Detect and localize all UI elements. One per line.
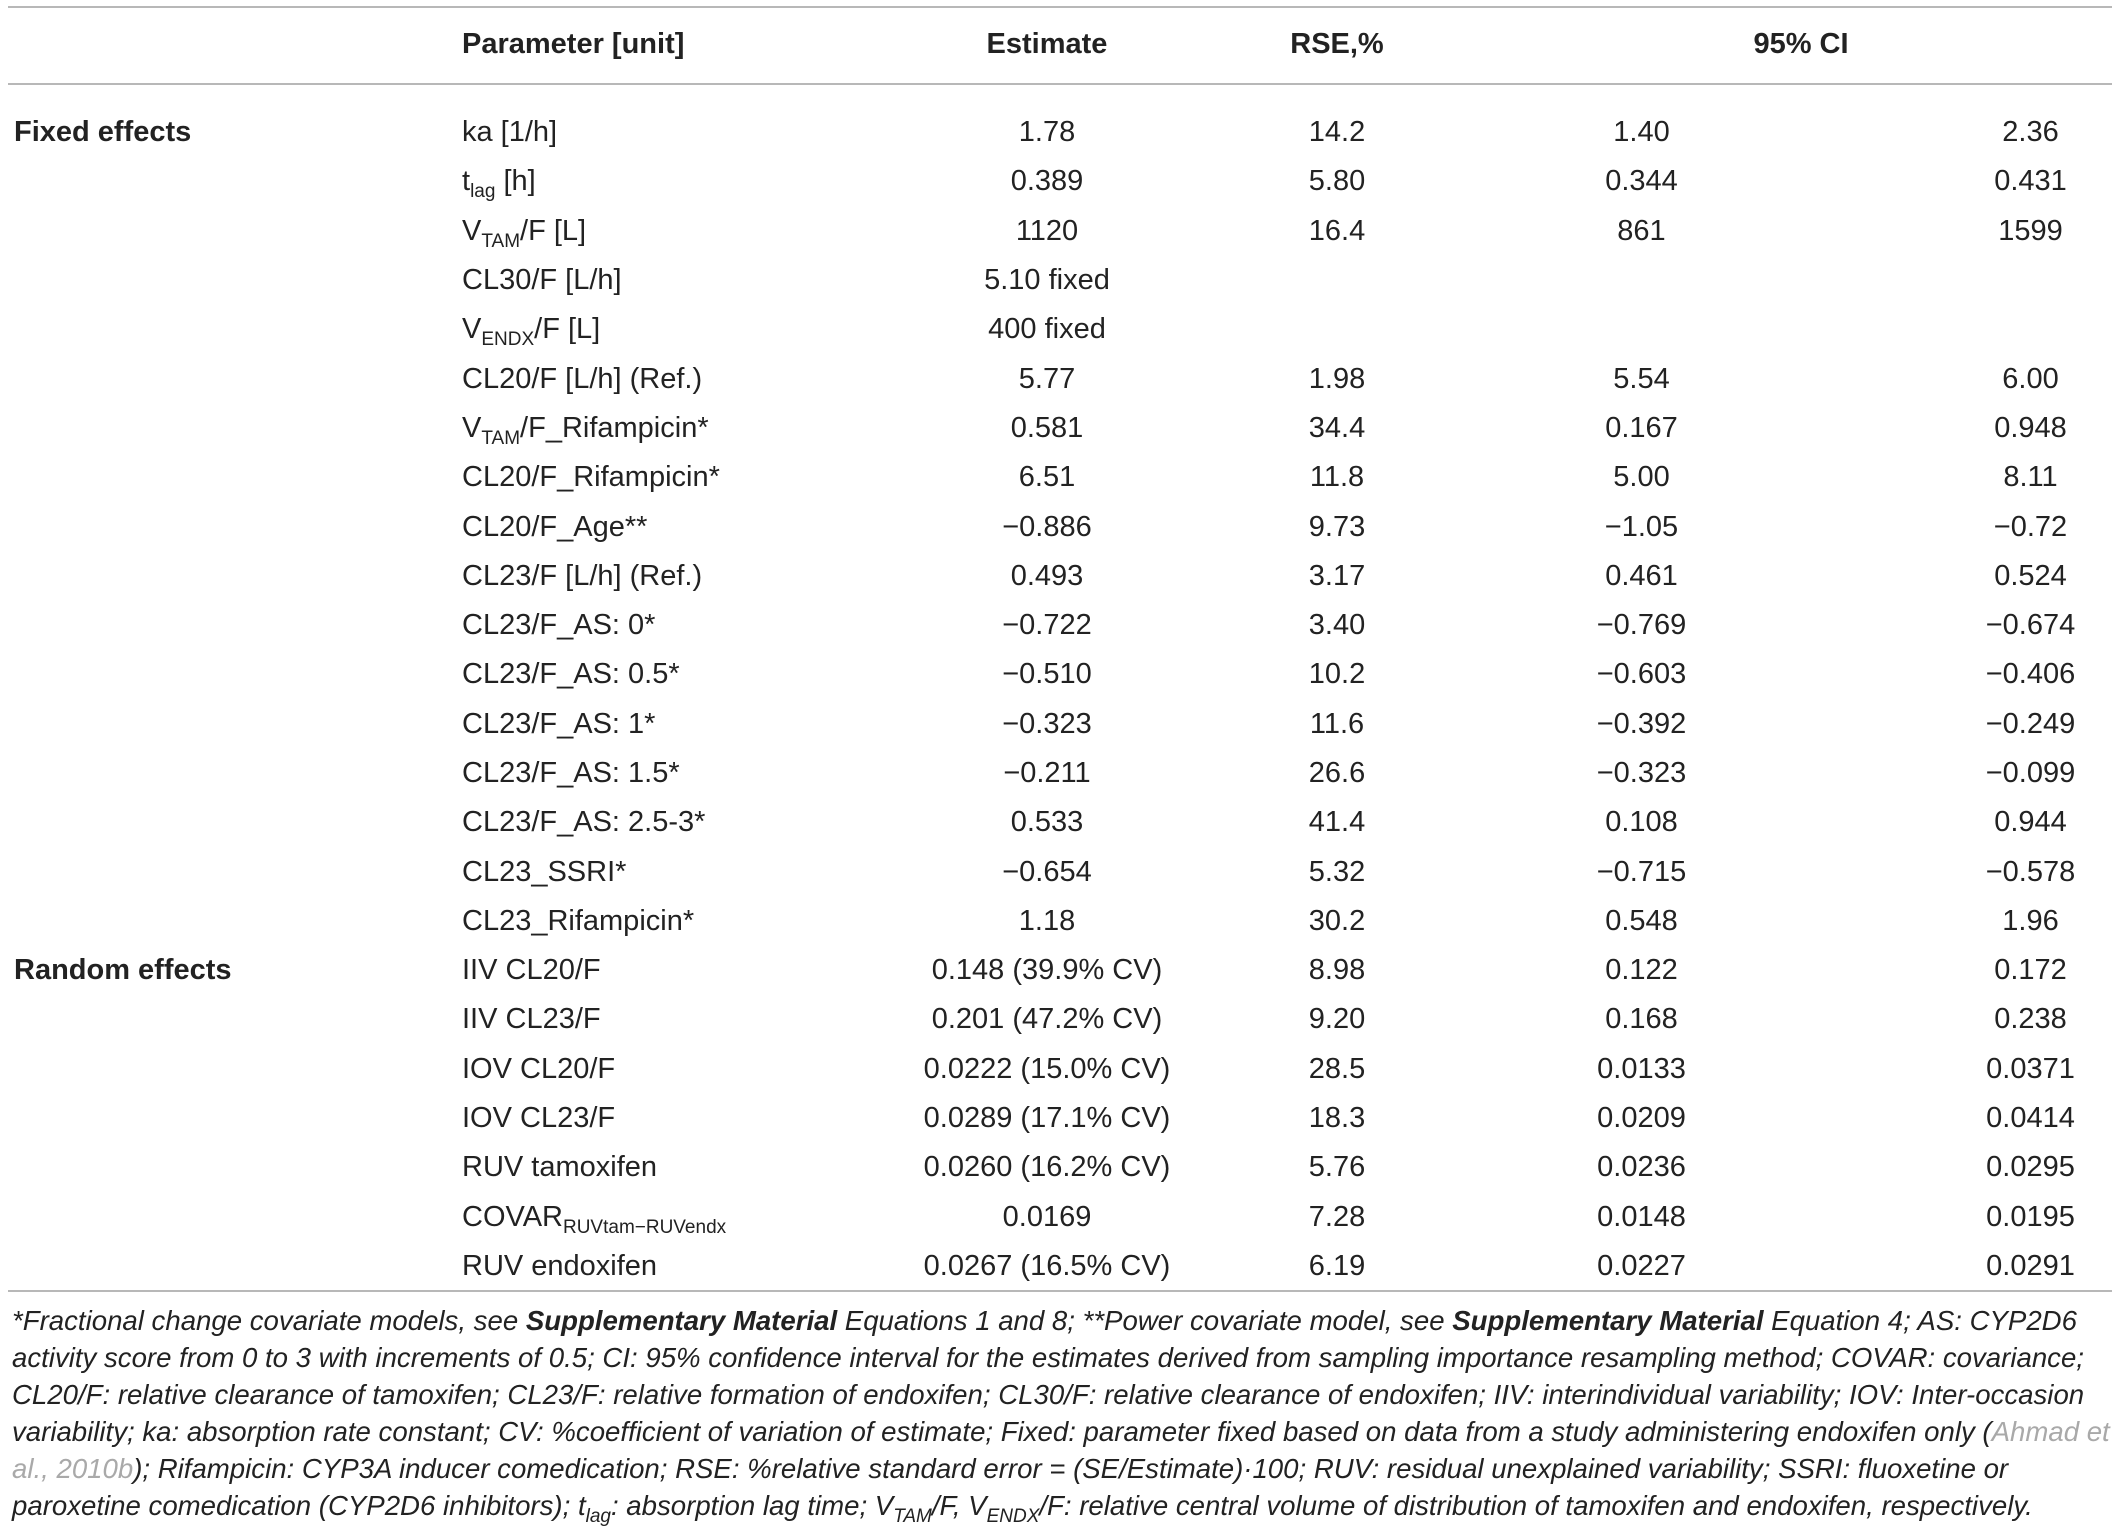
ci-high-cell: 0.524 (1994, 559, 2067, 592)
rse-cell: 16.4 (1308, 214, 1366, 247)
parameter-subscript: ENDX (481, 329, 535, 351)
ci-low-cell: 0.0236 (1597, 1151, 1686, 1184)
rse-cell: 14.2 (1308, 116, 1366, 149)
header-section-cell (0, 0, 462, 88)
parameter-name: RUV tamoxifen (462, 1151, 658, 1184)
parameter-cell (462, 552, 902, 601)
parameter-suffix: /F [L] (520, 214, 587, 247)
parameter-name: IIV CL23/F (462, 1003, 601, 1036)
estimate-cell: 5.10 fixed (984, 264, 1110, 297)
header-parameter: Parameter [unit] (462, 27, 685, 60)
parameter-name: IIV CL20/F (462, 954, 601, 987)
ci-low-cell: 5.54 (1613, 362, 1670, 395)
ci-low-cell: −0.323 (1596, 757, 1687, 789)
parameter-cell (462, 1242, 902, 1291)
parameter-cell (462, 650, 902, 699)
estimate-cell: 5.77 (1018, 362, 1076, 395)
footnote-text-6: /F, V (931, 1490, 987, 1521)
parameter-name: IOV CL23/F (462, 1102, 616, 1135)
rse-cell: 18.3 (1308, 1102, 1366, 1135)
footnote-text-5: : absorption lag time; V (610, 1490, 894, 1521)
header-row (0, 0, 2120, 88)
ci-high-cell: 0.0291 (1986, 1249, 2075, 1282)
ci-high-cell: −0.674 (1985, 609, 2076, 642)
rse-cell: 5.76 (1308, 1151, 1366, 1184)
parameter-name: CL23/F_AS: 1* (462, 707, 656, 740)
estimate-cell: 0.0222 (15.0% CV) (923, 1052, 1171, 1085)
footnote-sub-endx: ENDX (986, 1506, 1040, 1527)
footnote-sub-tam: TAM (893, 1506, 932, 1527)
estimate-cell: −0.886 (1002, 510, 1092, 543)
parameter-name: RUV endoxifen (462, 1249, 658, 1282)
estimate-cell: 0.148 (39.9% CV) (931, 954, 1163, 987)
parameter-name: V (462, 313, 482, 346)
rse-cell: 8.98 (1308, 954, 1366, 987)
ci-low-cell: −0.392 (1596, 707, 1687, 740)
ci-high-cell (1801, 256, 2120, 305)
rse-cell: 10.2 (1308, 658, 1366, 691)
rse-cell: 34.4 (1308, 411, 1366, 444)
section-label (0, 1143, 462, 1192)
ci-high-cell: 6.00 (2002, 362, 2059, 395)
ci-low-cell: 0.122 (1605, 954, 1678, 987)
section-label (0, 157, 462, 206)
ci-low-cell: −1.05 (1604, 510, 1679, 543)
rse-cell: 3.17 (1308, 559, 1366, 592)
section-label (0, 354, 462, 403)
estimate-cell: 0.0289 (17.1% CV) (923, 1102, 1171, 1135)
ci-low-cell: 0.0133 (1597, 1052, 1686, 1085)
parameter-subscript: lag (470, 181, 496, 203)
ci-low-cell: 0.168 (1605, 1003, 1678, 1036)
parameter-cell (462, 453, 902, 502)
table-row (0, 1094, 2120, 1143)
table-row (0, 1045, 2120, 1094)
parameter-cell (462, 1193, 902, 1242)
section-label (0, 1045, 462, 1094)
ci-high-cell: −0.249 (1985, 707, 2076, 740)
ci-high-cell: 2.36 (2002, 116, 2059, 149)
estimate-cell: 0.493 (1010, 559, 1084, 592)
footnote-bold-2: Supplementary Material (1452, 1305, 1764, 1336)
rse-cell: 1.98 (1308, 362, 1366, 395)
rse-cell: 28.5 (1308, 1052, 1366, 1085)
ci-high-cell: −0.72 (1993, 510, 2068, 543)
rse-cell (1192, 305, 1482, 354)
estimate-cell: −0.510 (1002, 658, 1092, 691)
section-label (0, 552, 462, 601)
ci-low-cell (1482, 305, 1801, 354)
table-footnote (12, 1302, 2112, 1527)
ci-high-cell: 0.431 (1994, 165, 2067, 198)
parameter-subscript: TAM (481, 230, 521, 252)
ci-high-cell: 1.96 (2002, 904, 2059, 937)
ci-low-cell: 0.0148 (1597, 1200, 1686, 1233)
estimate-cell: 0.581 (1010, 411, 1084, 444)
table-row (0, 256, 2120, 305)
ci-high-cell: 0.238 (1994, 1003, 2067, 1036)
section-label (0, 1193, 462, 1242)
footnote-reference-link[interactable]: Ahmad et al., 2010b (12, 1416, 2110, 1484)
ci-high-cell (1801, 305, 2120, 354)
parameter-name: CL23_Rifampicin* (462, 904, 695, 937)
section-label: Fixed effects (14, 116, 192, 149)
parameter-suffix: /F_Rifampicin* (520, 411, 709, 444)
section-label (0, 256, 462, 305)
parameter-name: CL30/F [L/h] (462, 264, 622, 297)
estimate-cell: −0.323 (1002, 707, 1092, 740)
parameter-cell (462, 157, 902, 206)
parameter-name: ka [1/h] (462, 116, 558, 149)
parameter-cell (462, 946, 902, 995)
rse-cell: 30.2 (1308, 904, 1366, 937)
ci-high-cell: 1599 (1998, 214, 2063, 247)
ci-low-cell: 0.548 (1605, 904, 1678, 937)
ci-high-cell: 0.0295 (1986, 1151, 2075, 1184)
footnote-bold-1: Supplementary Material (525, 1305, 838, 1336)
rse-cell: 41.4 (1308, 806, 1366, 839)
table-row (0, 207, 2120, 256)
parameter-name: CL23/F_AS: 2.5-3* (462, 806, 706, 839)
ci-low-cell: 0.344 (1605, 165, 1678, 198)
estimate-cell: 1.18 (1018, 904, 1076, 937)
parameter-name: t (462, 165, 471, 198)
table-row (0, 601, 2120, 650)
section-label (0, 847, 462, 896)
estimate-cell: 0.533 (1010, 806, 1084, 839)
parameter-cell (462, 897, 902, 946)
parameter-cell (462, 1094, 902, 1143)
ci-low-cell: −0.769 (1596, 609, 1687, 642)
table-row (0, 897, 2120, 946)
parameter-cell (462, 847, 902, 896)
section-label (0, 1242, 462, 1291)
parameter-name: V (462, 214, 482, 247)
parameter-name: CL23/F [L/h] (Ref.) (462, 559, 703, 592)
parameter-cell (462, 354, 902, 403)
section-label (0, 650, 462, 699)
section-label (0, 404, 462, 453)
parameter-cell (462, 305, 902, 354)
section-label (0, 453, 462, 502)
ci-low-cell (1482, 256, 1801, 305)
ci-high-cell: 0.944 (1994, 806, 2067, 839)
rse-cell: 6.19 (1308, 1249, 1366, 1282)
ci-low-cell: 0.0209 (1597, 1102, 1686, 1135)
section-label (0, 601, 462, 650)
section-label (0, 798, 462, 847)
header-spacer (0, 88, 2120, 108)
ci-high-cell: 0.0371 (1986, 1052, 2075, 1085)
rse-cell: 11.8 (1309, 461, 1365, 494)
section-label (0, 749, 462, 798)
estimate-cell: 400 fixed (988, 313, 1106, 346)
section-label: Random effects (14, 954, 232, 987)
estimate-cell: 1120 (1015, 214, 1079, 247)
section-label (0, 897, 462, 946)
ci-high-cell: −0.406 (1985, 658, 2076, 691)
table-row (0, 650, 2120, 699)
parameter-name: CL20/F_Rifampicin* (462, 461, 720, 494)
table-row (0, 305, 2120, 354)
parameter-cell (462, 256, 902, 305)
estimate-cell: 1.78 (1018, 116, 1076, 149)
parameter-cell (462, 995, 902, 1044)
header-estimate: Estimate (986, 27, 1108, 60)
parameter-cell (462, 207, 902, 256)
header-ci: 95% CI (1753, 27, 1849, 60)
rse-cell: 5.80 (1308, 165, 1366, 198)
section-label (0, 207, 462, 256)
rse-cell: 3.40 (1308, 609, 1366, 642)
table-row (0, 453, 2120, 502)
parameter-name: IOV CL20/F (462, 1052, 616, 1085)
section-label (0, 305, 462, 354)
table-body (0, 108, 2120, 1291)
estimate-cell: −0.654 (1002, 855, 1092, 888)
section-label (0, 1094, 462, 1143)
header-rse: RSE,% (1290, 27, 1384, 60)
table-row (0, 108, 2120, 157)
section-label (0, 700, 462, 749)
ci-high-cell: −0.099 (1985, 757, 2076, 789)
table-row (0, 798, 2120, 847)
parameter-cell (462, 108, 902, 157)
parameter-suffix: [h] (495, 165, 536, 198)
ci-low-cell: 861 (1617, 214, 1666, 247)
section-label (0, 502, 462, 551)
parameter-cell (462, 601, 902, 650)
footnote-text-1: *Fractional change covariate models, see (12, 1305, 526, 1336)
table-row (0, 157, 2120, 206)
rse-cell (1192, 256, 1482, 305)
table-row (0, 847, 2120, 896)
parameter-subscript: RUVtam−RUVendx (562, 1216, 727, 1238)
parameter-name: CL23/F_AS: 0.5* (462, 658, 680, 691)
parameter-name: CL20/F_Age** (462, 510, 648, 543)
ci-low-cell: 1.40 (1613, 116, 1670, 149)
estimate-cell: 0.0260 (16.2% CV) (923, 1151, 1171, 1184)
table-row (0, 700, 2120, 749)
parameter-subscript: TAM (481, 427, 521, 449)
ci-high-cell: 0.0414 (1986, 1102, 2075, 1135)
table-row (0, 995, 2120, 1044)
rse-cell: 9.20 (1308, 1003, 1366, 1036)
ci-high-cell: 0.0195 (1986, 1200, 2075, 1233)
table-row (0, 749, 2120, 798)
footnote-text-3: Equation 4; AS: CYP2D6 activity score from 0 to 3 with increments of 0.5; CI: 95% confidence interval for the estimates derived from sampling importance resampling method; COVAR: covariance; CL20/F: relative clearance of tamoxifen; CL23/F: relative formation of endoxifen; CL30/F: relative clearance of endoxifen; IIV: interindividual variability; IOV: Inter-occasion variability; ka: absorption rate constant; CV: %coefficient of variation of estimate; Fixed: parameter fixed based on data from a study administering endoxifen only ( (12, 1305, 2085, 1447)
estimate-cell: −0.722 (1002, 609, 1092, 642)
estimate-cell: 0.389 (1010, 165, 1084, 198)
parameter-name: CL20/F [L/h] (Ref.) (462, 362, 703, 395)
parameter-cell (462, 502, 902, 551)
parameter-cell (462, 798, 902, 847)
parameter-name: CL23/F_AS: 0* (462, 609, 656, 642)
ci-low-cell: −0.603 (1596, 658, 1687, 691)
ci-low-cell: 0.108 (1605, 806, 1678, 839)
ci-low-cell: 0.0227 (1597, 1249, 1686, 1282)
estimate-cell: 0.0267 (16.5% CV) (923, 1249, 1171, 1282)
ci-low-cell: 5.00 (1613, 461, 1670, 494)
table-row (0, 946, 2120, 995)
footnote-sub-lag: lag (585, 1506, 611, 1527)
table-row (0, 552, 2120, 601)
parameter-name: V (462, 411, 482, 444)
rse-cell: 9.73 (1308, 510, 1366, 543)
ci-low-cell: 0.167 (1605, 411, 1678, 444)
rse-cell: 11.6 (1309, 707, 1365, 740)
parameter-name: COVAR (462, 1200, 563, 1233)
ci-high-cell: 0.172 (1994, 954, 2067, 987)
section-label (0, 995, 462, 1044)
parameter-name: CL23/F_AS: 1.5* (462, 757, 680, 789)
table-row (0, 1193, 2120, 1242)
rse-cell: 7.28 (1308, 1200, 1366, 1233)
estimate-cell: 6.51 (1018, 461, 1076, 494)
footnote-text-2: Equations 1 and 8; **Power covariate model, see (837, 1305, 1453, 1336)
parameter-cell (462, 1143, 902, 1192)
rse-cell: 26.6 (1308, 757, 1366, 789)
ci-low-cell: 0.461 (1605, 559, 1678, 592)
ci-low-cell: −0.715 (1596, 855, 1687, 888)
table-row (0, 502, 2120, 551)
parameter-cell (462, 1045, 902, 1094)
parameter-name: CL23_SSRI* (462, 855, 627, 888)
footnote-text-7: /F: relative central volume of distribution of tamoxifen and endoxifen, respectively. (1039, 1490, 2033, 1521)
ci-high-cell: −0.578 (1985, 855, 2076, 888)
footnote-text-4: ); Rifampicin: CYP3A inducer comedication; RSE: %relative standard error = (SE/Estimate)·100; RUV: residual unexplained variability; SSRI: fluoxetine or paroxetine comedication (CYP2D6 inhibitors); t (12, 1453, 2009, 1521)
estimate-cell: −0.211 (1003, 757, 1091, 789)
estimate-cell: 0.201 (47.2% CV) (931, 1003, 1163, 1036)
parameter-cell (462, 749, 902, 798)
rse-cell: 5.32 (1308, 855, 1366, 888)
table-row (0, 1242, 2120, 1291)
parameter-cell (462, 700, 902, 749)
parameter-suffix: /F [L] (534, 313, 601, 346)
estimate-cell: 0.0169 (1002, 1200, 1092, 1233)
ci-high-cell: 0.948 (1994, 411, 2067, 444)
table-row (0, 1143, 2120, 1192)
ci-high-cell: 8.11 (2003, 461, 2058, 494)
table-row (0, 404, 2120, 453)
parameter-cell (462, 404, 902, 453)
table-row (0, 354, 2120, 403)
